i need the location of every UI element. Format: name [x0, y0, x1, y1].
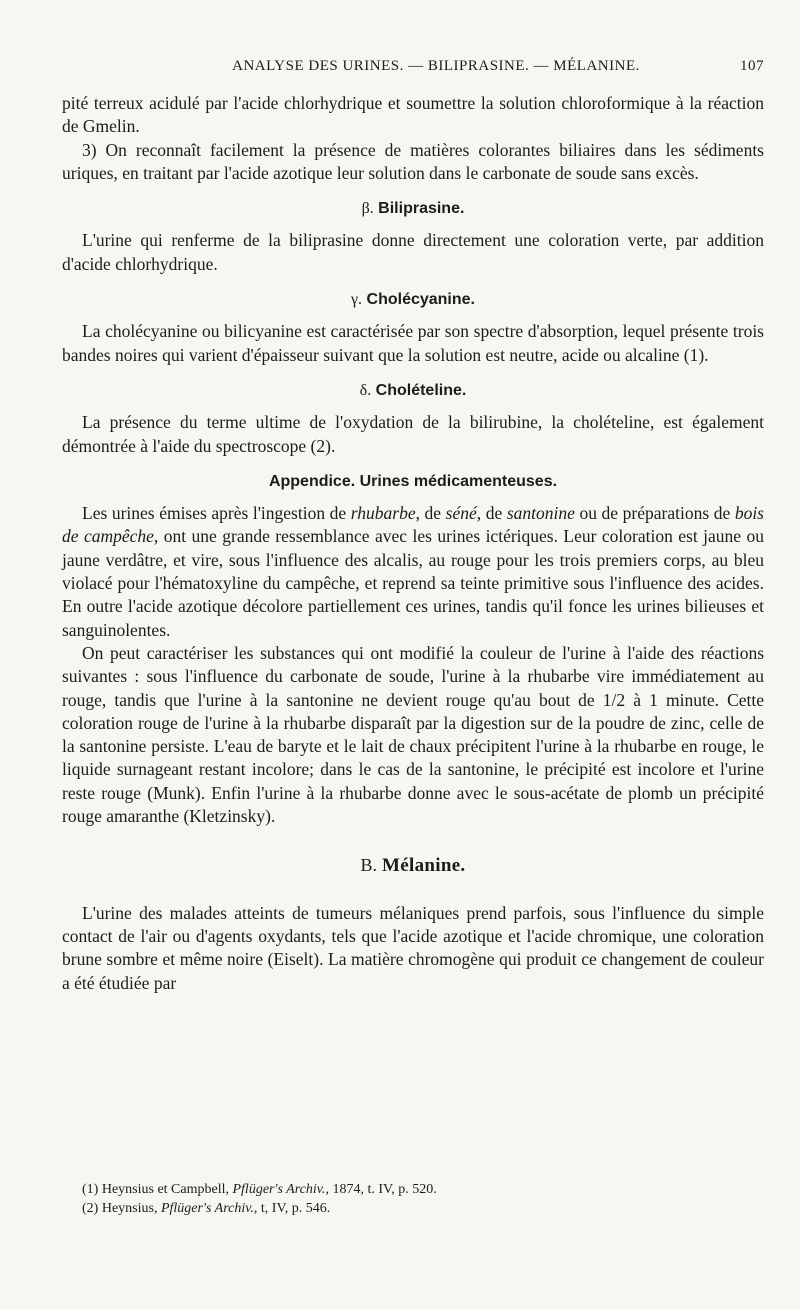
heading-melanine-label: B. [360, 855, 378, 876]
footnote-2 [82, 1199, 764, 1218]
heading-appendice: Appendice. Urines médicamenteuses. [268, 472, 558, 490]
heading-melanine-title: Mélanine. [382, 855, 466, 877]
heading-biliprasine-title: Biliprasine. [378, 200, 465, 218]
paragraph-appendice-2: On peut caractériser les substances qui ont modifié la couleur de l'urine à l'aide des réactions suivantes : sous l'influence du carbonate de soude, l'urine à la rhubarbe vire immédiatement au rouge, tandis que l'urine à la santonine ne devient rouge qu'au bout de 1/2 à 1 minute. Cette coloration rouge de l'urine à la rhubarbe disparaît par la digestion sur de la poudre de zinc, celle de la santonine persiste. L'eau de baryte et le lait de chaux précipitent l'urine à la rhubarbe en rouge, le liquide surnageant restant incolore; dans le cas de la santonine, le précipité est incolore et l'urine reste rouge (Munk). Enfin l'urine à la rhubarbe donne avec le sous-acétate de plomb un précipité rouge amaranthe (Kletzinsky). [62, 642, 764, 827]
term-rhubarbe: rhubarbe [350, 503, 416, 524]
footnote-1-author: Heynsius et Campbell, [101, 1182, 233, 1197]
term-santonine: santonine [506, 503, 575, 524]
app-text-a: Les urines émises après l'ingestion de [82, 503, 351, 524]
heading-biliprasine-letter: β. [361, 200, 374, 218]
app-text-e: , ont une grande ressemblance avec les urines ictériques. Leur coloration est jaune ou jaune verdâtre, et vire, sous l'influence des alcalis, au rouge pour les trois premiers corps, au bleu violacé pour l'hématoxyline du campêche, et reprend sa teinte primitive sous l'influence des acides. En outre l'acide azotique décolore partiellement ces urines, tandis qu'il fonce les urines bilieuses et sanguinolentes. [62, 526, 764, 640]
app-text-b: , de [415, 503, 446, 524]
heading-cholecyanine-title: Cholécyanine. [366, 291, 475, 309]
term-bois-de-campeche: bois de campêche [62, 503, 764, 547]
footnote-2-journal: Pflüger's Archiv. [160, 1201, 254, 1216]
paragraph-melanine: L'urine des malades atteints de tumeurs mélaniques prend parfois, sous l'influence du simple contact de l'air ou d'agents oxydants, tels que l'acide azotique et l'acide chromique, une coloration brune sombre et même noire (Eiselt). La matière chromogène qui produit ce changement de couleur a été étudiée par [62, 902, 764, 993]
footnotes [82, 1180, 764, 1218]
header-title: ANALYSE DES URINES. — BILIPRASINE. — MÉLANINE. [232, 58, 640, 74]
paragraph-choleteline: La présence du terme ultime de l'oxydation de la bilirubine, la cholételine, est également démontrée à l'aide du spectroscope (2). [62, 412, 764, 456]
footnote-1-number: (1) [82, 1182, 99, 1197]
page-number: 107 [740, 58, 764, 74]
heading-choleteline [62, 379, 764, 402]
term-sene: séné [445, 503, 477, 524]
body-text [62, 92, 764, 995]
paragraph-cholecyanine: La cholécyanine ou bilicyanine est caractérisée par son spectre d'absorption, lequel présente trois bandes noires qui varient d'épaisseur suivant que la solution est neutre, acide ou alcaline (1). [62, 321, 764, 365]
app-text-d: ou de préparations de [574, 503, 735, 524]
footnote-1-journal: Pflüger's Archiv. [232, 1182, 326, 1197]
heading-melanine [62, 854, 764, 877]
app-text-c: , de [476, 503, 507, 524]
paragraph-sediments: 3) On reconnaît facilement la présence de matières colorantes biliaires dans les sédiments uriques, en traitant par l'acide azotique leur solution dans le carbonate de soude sans excès. [62, 139, 764, 183]
heading-cholecyanine-letter: γ. [350, 291, 363, 309]
paragraph-biliprasine: L'urine qui renferme de la biliprasine donne directement une coloration verte, par addition d'acide chlorhydrique. [62, 230, 764, 274]
footnote-2-author: Heynsius, [101, 1201, 161, 1216]
footnote-1-ref: , 1874, t. IV, p. 520. [325, 1182, 437, 1197]
footnote-2-number: (2) [82, 1201, 99, 1216]
heading-cholecyanine [62, 288, 764, 311]
paragraph-continuation: pité terreux acidulé par l'acide chlorhydrique et soumettre la solution chloroformique à la réaction de Gmelin. [62, 93, 764, 137]
heading-choleteline-letter: δ. [359, 381, 372, 399]
footnote-2-ref: , t, IV, p. 546. [253, 1201, 331, 1216]
footnote-1 [82, 1180, 764, 1199]
running-header [62, 58, 764, 75]
heading-choleteline-title: Cholételine. [375, 381, 467, 399]
heading-biliprasine [62, 197, 764, 220]
paragraph-appendice-1 [62, 502, 764, 642]
